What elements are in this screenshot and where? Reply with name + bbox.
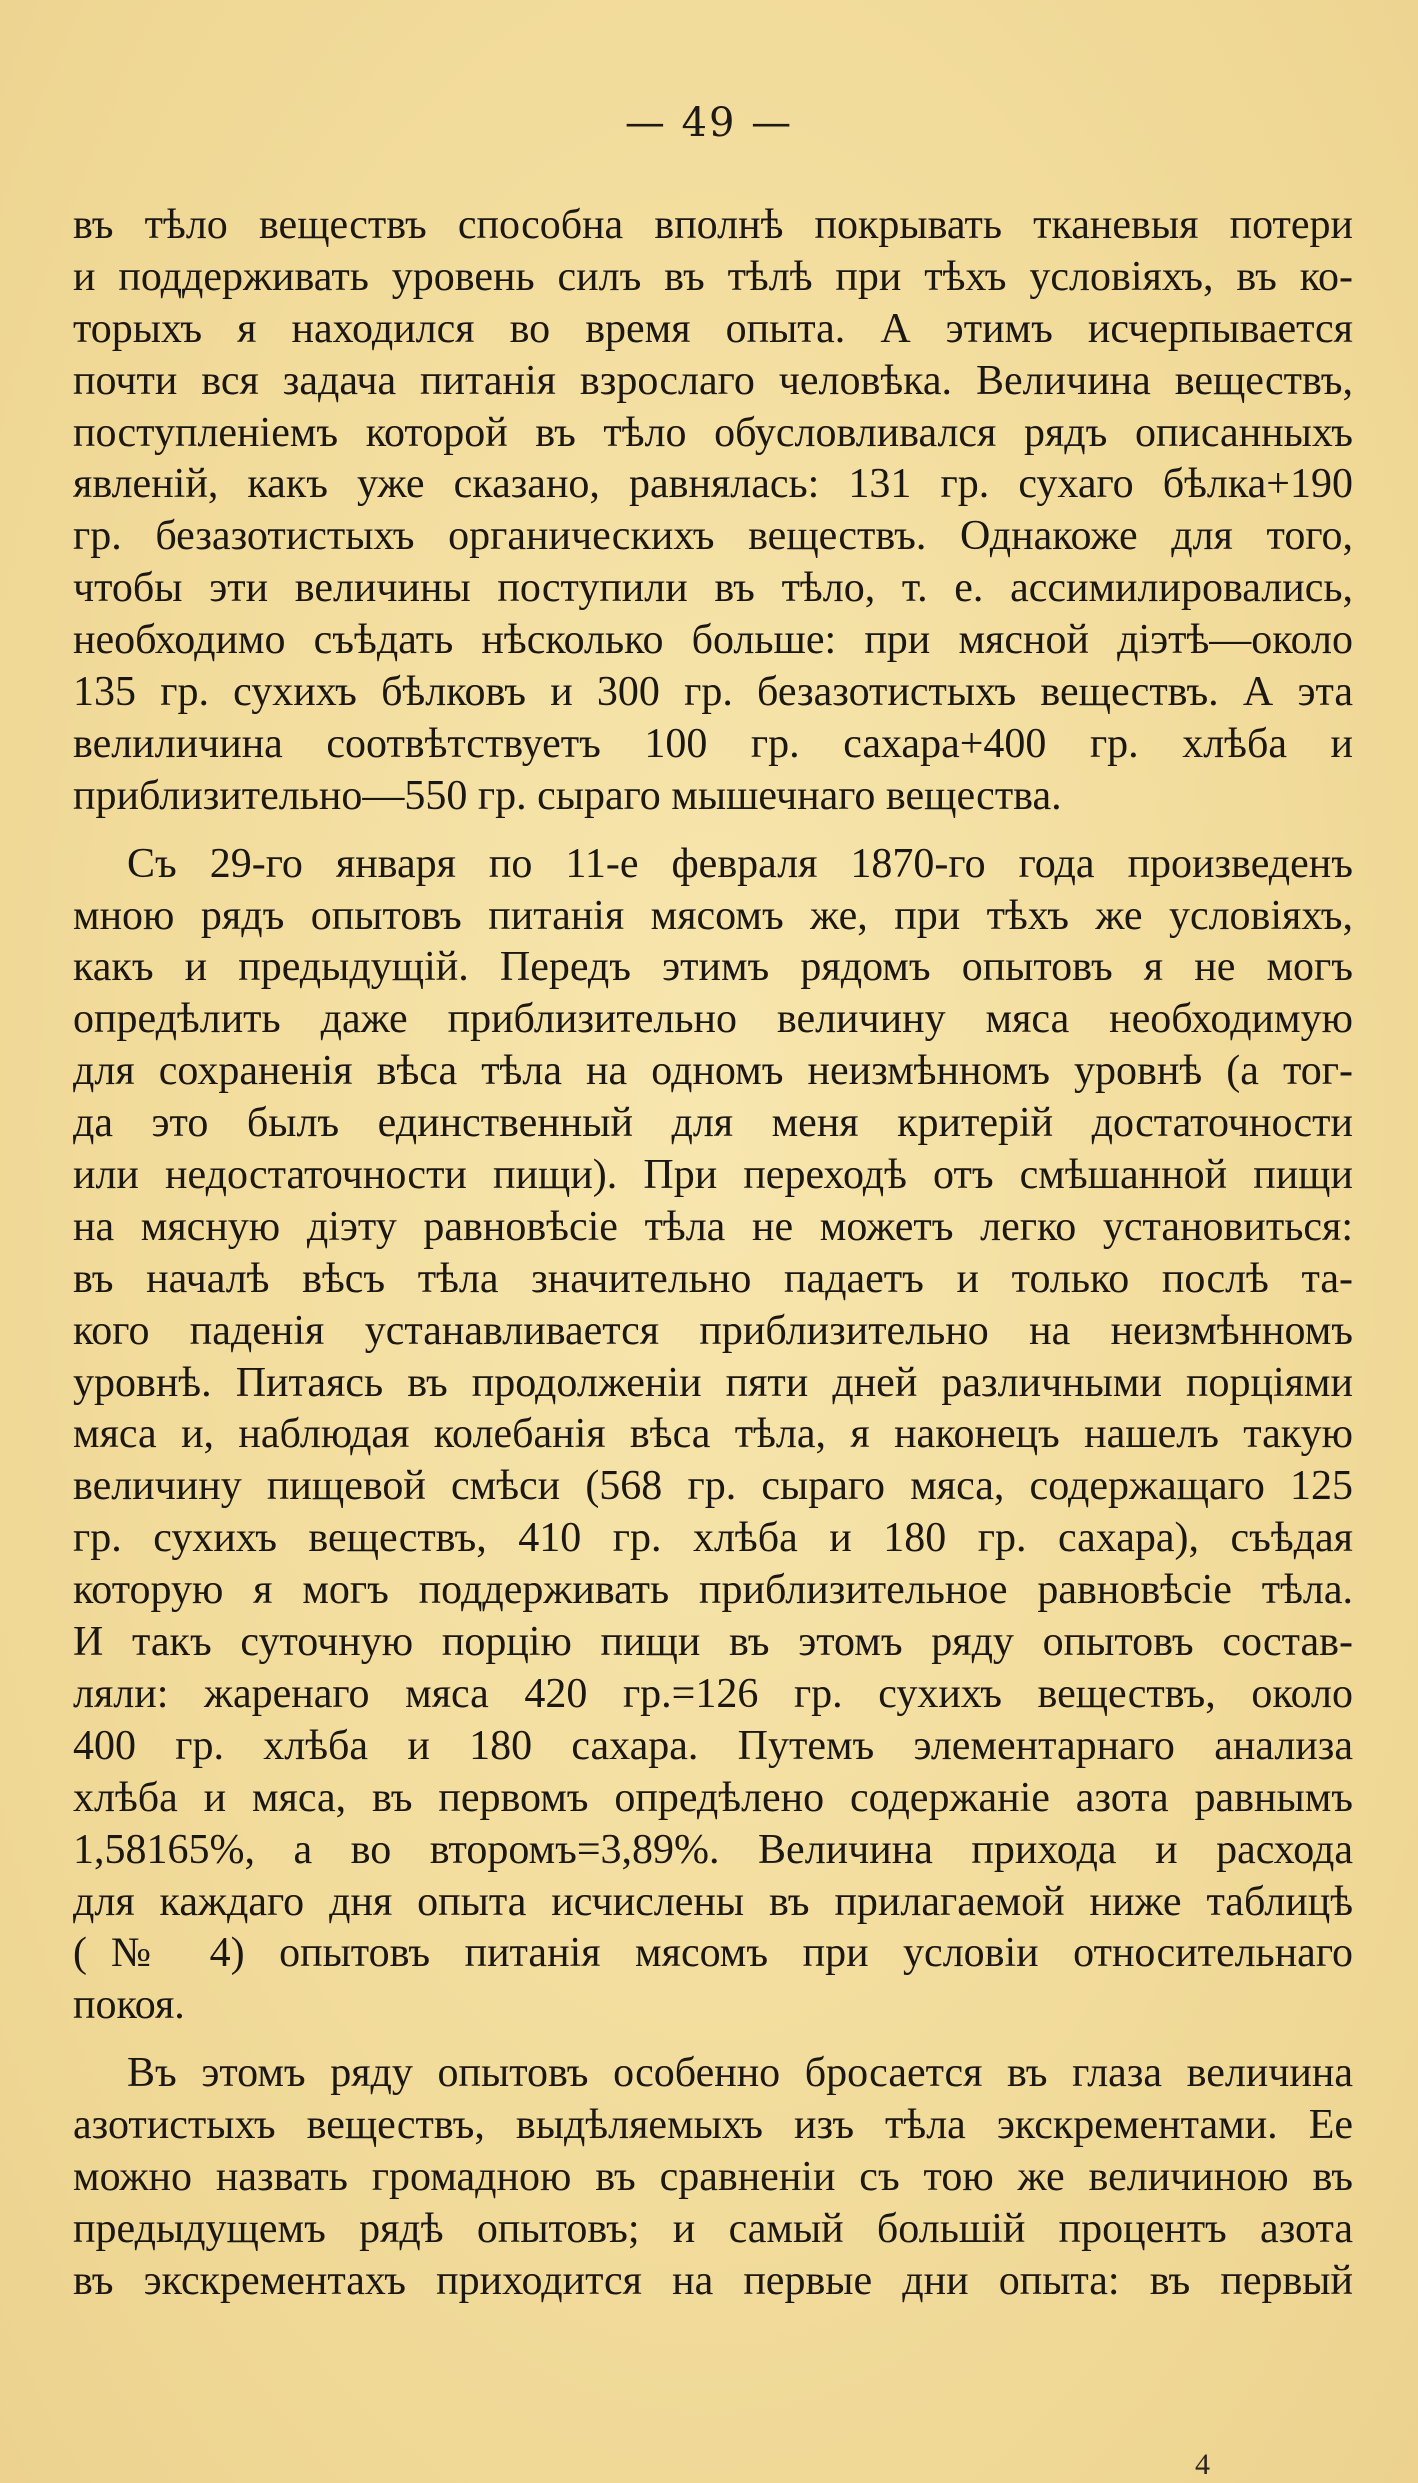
text-line: ляли: жаренаго мяса 420 гр.=126 гр. сухихъ веществъ, около — [73, 1670, 1353, 1717]
text-line: на мясную діэту равновѣсіе тѣла не можетъ легко установиться: — [73, 1203, 1353, 1250]
text-line: Въ этомъ ряду опытовъ особенно бросается въ глаза величина — [127, 2050, 1353, 2097]
text-line: покоя. — [73, 1982, 185, 2029]
text-line: необходимо съѣдать нѣсколько больше: при мясной діэтѣ—около — [73, 617, 1353, 664]
text-line: для каждаго дня опыта исчислены въ прилагаемой ниже таблицѣ — [73, 1878, 1353, 1925]
text-line: въ началѣ вѣсъ тѣла значительно падаетъ и только послѣ та- — [73, 1255, 1353, 1302]
text-line: уровнѣ. Питаясь въ продолженіи пяти дней различными порціями — [73, 1359, 1353, 1406]
signature-mark: 4 — [1195, 2448, 1210, 2481]
text-line: азотистыхъ веществъ, выдѣляемыхъ изъ тѣла экскрементами. Ее — [73, 2102, 1353, 2149]
text-line: 1,58165%, а во второмъ=3,89%. Величина прихода и расхода — [73, 1826, 1353, 1873]
text-line: которую я могъ поддерживать приблизительное равновѣсіе тѣла. — [73, 1567, 1353, 1614]
text-line: и поддерживать уровень силъ въ тѣлѣ при тѣхъ условіяхъ, въ ко- — [73, 253, 1353, 300]
text-line: торыхъ я находился во время опыта. А этимъ исчерпывается — [73, 305, 1353, 352]
paragraph-1 — [73, 200, 1353, 823]
text-line: мною рядъ опытовъ питанія мясомъ же, при тѣхъ же условіяхъ, — [73, 892, 1353, 939]
text-line: въ экскрементахъ приходится на первые дни опыта: въ первый — [73, 2257, 1353, 2304]
body-text — [73, 200, 1353, 2308]
text-line: хлѣба и мяса, въ первомъ опредѣлено содержаніе азота равнымъ — [73, 1774, 1353, 1821]
text-line: приблизительно—550 гр. сыраго мышечнаго вещества. — [73, 772, 1062, 819]
text-line: кого паденія устанавливается приблизительно на неизмѣнномъ — [73, 1307, 1353, 1354]
text-line: какъ и предыдущій. Передъ этимъ рядомъ опытовъ я не могъ — [73, 944, 1353, 991]
text-line: въ тѣло веществъ способна вполнѣ покрывать тканевыя потери — [73, 202, 1353, 248]
text-line: гр. безазотистыхъ органическихъ веществъ. Однакоже для того, — [73, 513, 1353, 560]
text-line: да это былъ единственный для меня критерій достаточности — [73, 1100, 1353, 1147]
text-line: Съ 29-го января по 11-е февраля 1870-го года произведенъ — [127, 840, 1353, 887]
text-line: предыдущемъ рядѣ опытовъ; и самый большій процентъ азота — [73, 2205, 1353, 2252]
text-line: 400 гр. хлѣба и 180 сахара. Путемъ элементарнаго анализа — [73, 1722, 1353, 1769]
text-line: И такъ суточную порцію пищи въ этомъ ряду опытовъ состав- — [73, 1619, 1353, 1666]
text-line: поступленіемъ которой въ тѣло обусловливался рядъ описанныхъ — [73, 409, 1353, 456]
text-line: можно назвать громадною въ сравненіи съ тою же величиною въ — [73, 2153, 1353, 2200]
paragraph-2 — [73, 839, 1353, 2032]
page-number: — 49 — — [624, 100, 794, 146]
text-line: 135 гр. сухихъ бѣлковъ и 300 гр. безазотистыхъ веществъ. А эта — [73, 669, 1353, 716]
text-line: явленій, какъ уже сказано, равнялась: 131 гр. сухаго бѣлка+190 — [73, 461, 1353, 508]
text-line: почти вся задача питанія взрослаго человѣка. Величина веществъ, — [73, 357, 1353, 404]
text-line: или недостаточности пищи). При переходѣ отъ смѣшанной пищи — [73, 1152, 1353, 1199]
text-line: велиличина соотвѣтствуетъ 100 гр. сахара+400 гр. хлѣба и — [73, 720, 1353, 767]
text-line: чтобы эти величины поступили въ тѣло, т. е. ассимилировались, — [73, 565, 1353, 612]
text-line: опредѣлить даже приблизительно величину мяса необходимую — [73, 996, 1353, 1043]
text-line: (№ 4) опытовъ питанія мясомъ при условіи относительнаго — [73, 1930, 1353, 1977]
paragraph-3 — [73, 2048, 1353, 2307]
text-line: для сохраненія вѣса тѣла на одномъ неизмѣнномъ уровнѣ (а тог- — [73, 1048, 1353, 1095]
text-line: мяса и, наблюдая колебанія вѣса тѣла, я наконецъ нашелъ такую — [73, 1411, 1353, 1458]
text-line: величину пищевой смѣси (568 гр. сыраго мяса, содержащаго 125 — [73, 1463, 1353, 1510]
text-line: гр. сухихъ веществъ, 410 гр. хлѣба и 180 гр. сахара), съѣдая — [73, 1515, 1353, 1562]
